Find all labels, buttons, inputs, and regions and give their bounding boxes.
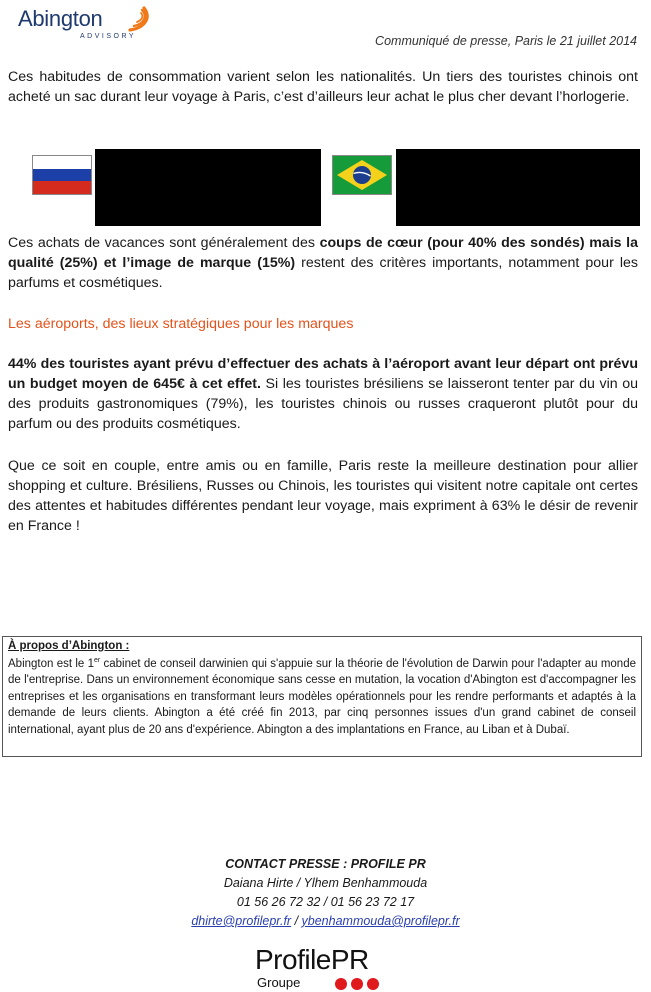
profilepr-logo-name-a: Profile — [255, 944, 331, 975]
about-title: À propos d’Abington : — [8, 640, 130, 652]
contact-names: Daiana Hirte / Ylhem Benhammouda — [223, 876, 428, 890]
paragraph-1: Ces habitudes de consommation varient selon les nationalités. Un tiers des touristes chinois ont acheté un sac durant leur voyage à Paris, c’est d’ailleurs leur achat le plus cher devant l’horlogerie. — [8, 69, 638, 105]
email-link-ybenhammouda[interactable]: ybenhammouda@profilepr.fr — [301, 914, 460, 928]
paragraph-3 — [8, 354, 638, 434]
logo-dot-icon — [351, 978, 363, 990]
paragraph-2 — [8, 233, 638, 293]
paragraph-3-bold: 44% des touristes ayant prévu d’effectuer des achats à l’aéroport avant leur départ ont prévu un budget moyen de 645€ à cet effet. — [8, 356, 638, 392]
email-separator: / — [291, 914, 302, 928]
profilepr-logo — [255, 946, 395, 992]
about-text-body: cabinet de conseil darwinien qui s'appuie sur la théorie de l'évolution de Darwin pour l'adapter au monde de l'entreprise. Dans un environnement économique sans cesse en mutation, la vocation d'Abington est d'accompagner les entreprises et les organisations en transformant leurs modèles opérationnels pour les rendre performants et adaptés à la demande de leurs clients. Abington a été créé fin 2013, par cinq personnes issues d'un grand cabinet de conseil international, ayant plus de 20 ans d'expérience. Abington a des implantations en France, au Liban et à Dubaï. — [8, 657, 636, 736]
brazil-flag-icon — [332, 155, 392, 195]
redacted-block — [396, 149, 640, 226]
profilepr-logo-name-b: PR — [330, 944, 369, 975]
logo-dot-icon — [367, 978, 379, 990]
about-text — [8, 653, 636, 738]
logo-dot-icon — [335, 978, 347, 990]
paragraph-2-text: Ces achats de vacances sont généralement des — [8, 235, 320, 251]
email-link-dhirte[interactable]: dhirte@profilepr.fr — [191, 914, 292, 928]
contact-title: CONTACT PRESSE : PROFILE PR — [225, 857, 426, 871]
about-box — [2, 636, 642, 757]
paragraph-3-text: Si les touristes brésiliens se laisseront tenter par du vin ou des produits gastronomiques (79%), les touristes chinois ou russes craqueront plutôt pour du parfum ou des produits cosmétiques. — [8, 376, 638, 432]
about-text-start: Abington est le 1 — [8, 657, 94, 670]
paragraph-2-text-end: restent des critères importants, notamment pour les parfums et cosmétiques. — [8, 255, 638, 291]
profilepr-logo-groupe: Groupe — [257, 975, 301, 990]
logo-swirl-icon — [122, 4, 156, 34]
paragraph-2-bold: coups de cœur (pour 40% des sondés) mais la qualité (25%) et l’image de marque (15%) — [8, 235, 638, 271]
redacted-block — [95, 149, 321, 226]
abington-logo — [18, 6, 158, 42]
dateline: Communiqué de presse, Paris le 21 juillet 2014 — [375, 34, 637, 48]
russia-flag-icon — [32, 155, 92, 195]
contact-emails — [0, 912, 651, 931]
section-title: Les aéroports, des lieux stratégiques pour les marques — [8, 316, 354, 332]
contact-phones: 01 56 26 72 32 / 01 56 23 72 17 — [236, 895, 415, 909]
about-superscript: er — [93, 657, 101, 664]
profilepr-logo-name — [255, 944, 369, 976]
logo-name: Abington — [18, 6, 103, 31]
logo-subtitle: ADVISORY — [80, 33, 137, 40]
paragraph-4: Que ce soit en couple, entre amis ou en famille, Paris reste la meilleure destination pour allier shopping et culture. Brésiliens, Russes ou Chinois, les touristes qui visitent notre capitale ont certes des attentes et habitudes différentes pendant leur voyage, mais expriment à 63% le désir de revenir en France ! — [8, 458, 638, 534]
press-contact — [0, 855, 651, 931]
